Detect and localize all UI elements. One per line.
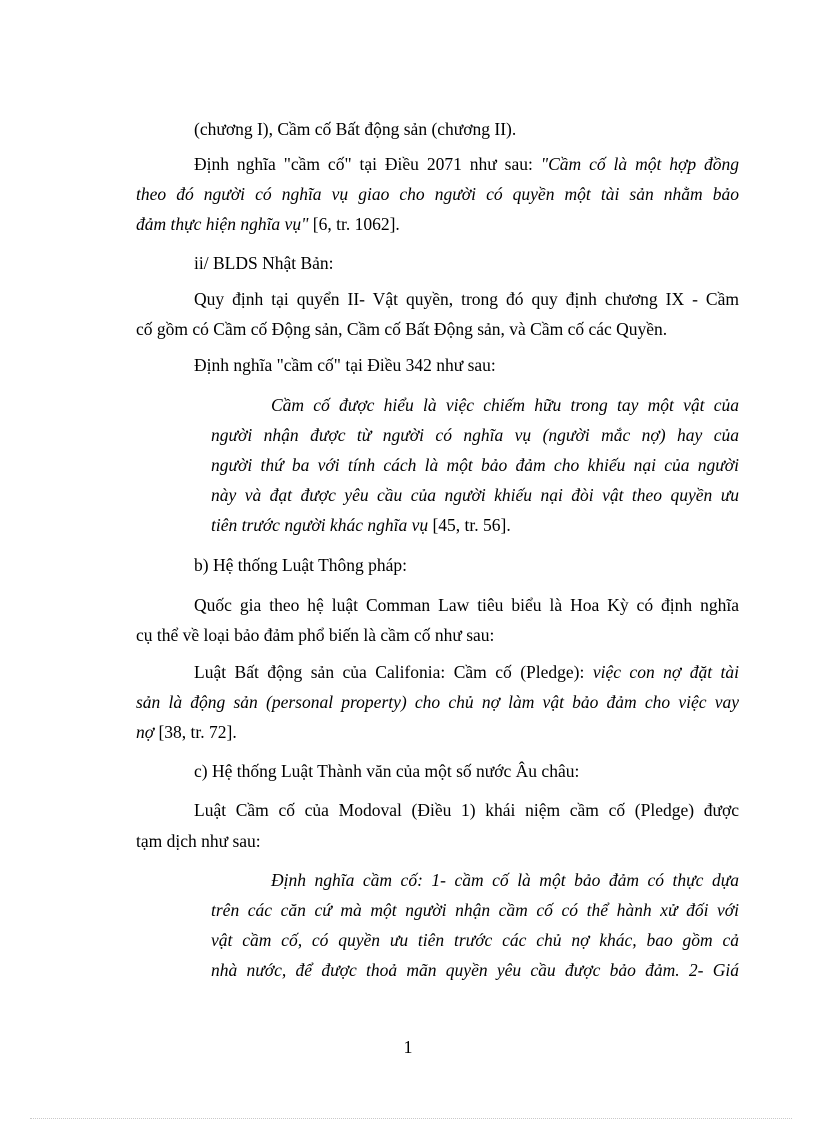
text-span: [45, tr. 56].	[428, 515, 511, 535]
italic-span: đảm thực hiện nghĩa vụ"	[136, 214, 309, 234]
text-span: Luật Bất động sản của Califonia: Cầm cố (Pledge):	[194, 662, 593, 682]
text-line: (chương I), Cầm cố Bất động sản (chương II).	[194, 119, 517, 139]
text-line	[136, 213, 400, 235]
italic-span: "Cầm cố là một hợp đồng	[540, 154, 739, 174]
text-line: Định nghĩa "cầm cố" tại Điều 342 như sau:	[194, 355, 496, 375]
text-line	[194, 153, 739, 175]
italic-span: sản là động sản (personal property) cho chủ nợ làm vật bảo đảm cho việc vay	[136, 692, 739, 712]
text-line: c) Hệ thống Luật Thành văn của một số nước Âu châu:	[194, 761, 580, 781]
italic-span: người nhận được từ người có nghĩa vụ (người mắc nợ) hay của	[211, 425, 739, 445]
text-line: tạm dịch như sau:	[136, 831, 261, 851]
text-span: [6, tr. 1062].	[308, 214, 400, 234]
text-line	[136, 691, 739, 713]
quote-line	[211, 484, 739, 506]
italic-span: nợ	[136, 722, 155, 742]
italic-span: nhà nước, để được thoả mãn quyền yêu cầu được bảo đảm. 2- Giá	[211, 960, 739, 980]
text-line: Quốc gia theo hệ luật Comman Law tiêu biểu là Hoa Kỳ có định nghĩa	[194, 595, 739, 615]
italic-span: việc con nợ đặt tài	[592, 662, 740, 682]
text-line: b) Hệ thống Luật Thông pháp:	[194, 555, 408, 575]
text-line	[194, 661, 739, 683]
italic-span: tiên trước người khác nghĩa vụ	[211, 515, 429, 535]
text-line: Luật Cầm cố của Modoval (Điều 1) khái niệm cầm cố (Pledge) được	[194, 800, 739, 820]
quote-line	[211, 899, 739, 921]
italic-span: vật cầm cố, có quyền ưu tiên trước các chủ nợ khác, bao gồm cả	[211, 930, 739, 950]
quote-line	[211, 514, 511, 536]
italic-span: người thứ ba với tính cách là một bảo đảm cho khiếu nại của người	[211, 455, 739, 475]
quote-line	[211, 929, 739, 951]
italic-span: này và đạt được yêu cầu của người khiếu nại đòi vật theo quyền ưu	[211, 485, 739, 505]
quote-line	[211, 424, 739, 446]
text-line: ii/ BLDS Nhật Bản:	[194, 253, 334, 273]
text-line: cụ thể về loại bảo đảm phổ biến là cầm cố như sau:	[136, 625, 495, 645]
footer-divider	[30, 1118, 792, 1119]
text-span: [38, tr. 72].	[154, 722, 237, 742]
text-line	[136, 721, 237, 743]
quote-line	[271, 869, 739, 891]
text-line: cố gồm có Cầm cố Động sản, Cầm cố Bất Động sản, và Cầm cố các Quyền.	[136, 319, 668, 339]
quote-line	[211, 959, 739, 981]
italic-span: trên các căn cứ mà một người nhận cầm cố có thể hành xử đối với	[211, 900, 739, 920]
text-line	[136, 183, 739, 205]
text-span: Định nghĩa "cầm cố" tại Điều 2071 như sau:	[194, 154, 541, 174]
page-number: 1	[403, 1037, 413, 1057]
italic-span: Cầm cố được hiểu là việc chiếm hữu trong tay một vật của	[271, 395, 739, 415]
text-line: Quy định tại quyển II- Vật quyền, trong đó quy định chương IX - Cầm	[194, 289, 739, 309]
quote-line	[211, 454, 739, 476]
italic-span: Định nghĩa cầm cố: 1- cầm cố là một bảo đảm có thực dựa	[271, 870, 739, 890]
italic-span: theo đó người có nghĩa vụ giao cho người có quyền một tài sản nhằm bảo	[136, 184, 739, 204]
quote-line	[271, 394, 739, 416]
